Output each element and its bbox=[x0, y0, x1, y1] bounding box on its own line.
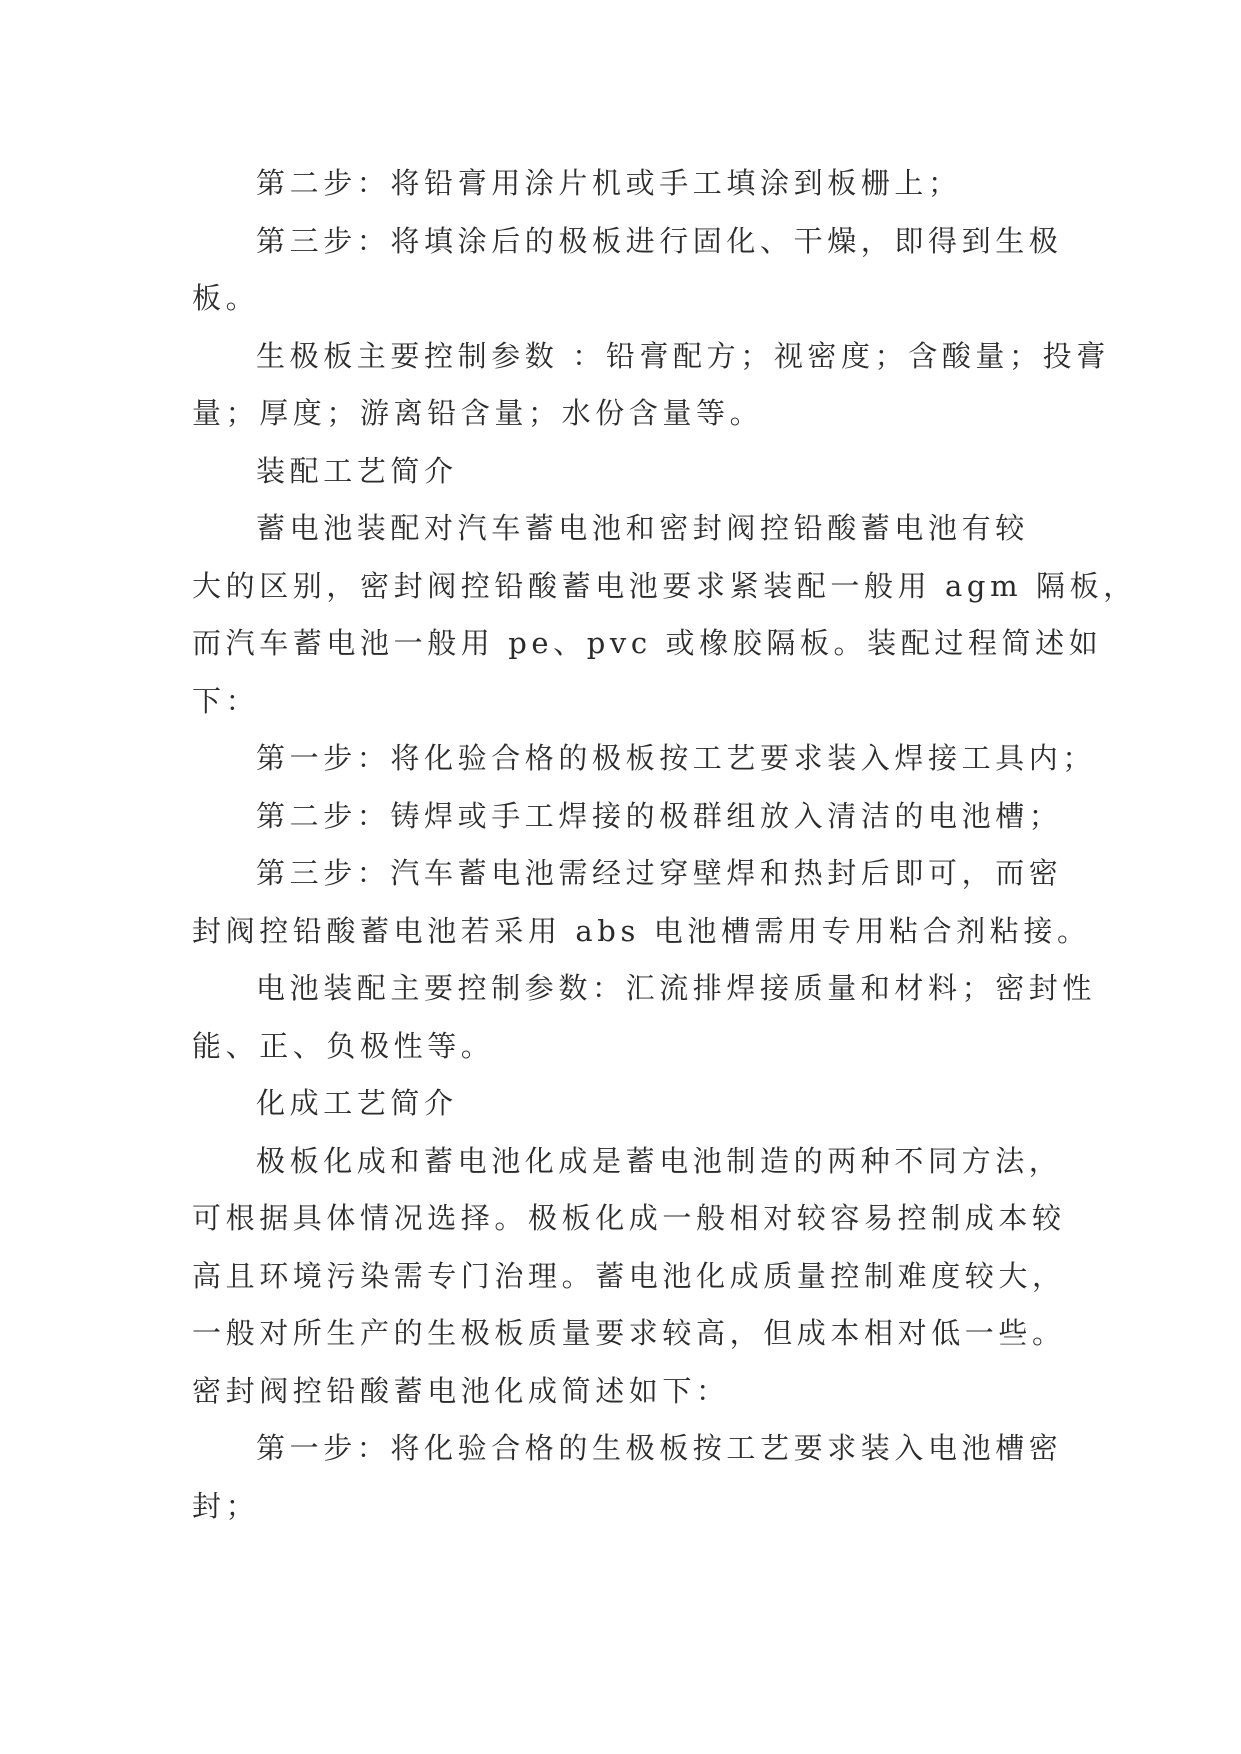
section-heading: 化成工艺简介 bbox=[256, 1086, 458, 1120]
text-line: 第三步：将填涂后的极板进行固化、干燥，即得到生极 bbox=[256, 223, 1063, 258]
text-line: 板。 bbox=[192, 281, 260, 315]
text-line: 第一步：将化验合格的极板按工艺要求装入焊接工具内； bbox=[256, 741, 1097, 775]
text-line: 可根据具体情况选择。极板化成一般相对较容易控制成本较 bbox=[192, 1201, 1066, 1235]
text-line: 密封阀控铅酸蓄电池化成简述如下： bbox=[192, 1373, 730, 1408]
text-line: 第二步：铸焊或手工焊接的极群组放入清洁的电池槽； bbox=[256, 798, 1063, 833]
text-line: 下： bbox=[192, 683, 260, 718]
text-line: 电池装配主要控制参数：汇流排焊接质量和材料；密封性 bbox=[256, 971, 1097, 1005]
text-line: 生极板主要控制参数 ：铅膏配方；视密度；含酸量；投膏 bbox=[256, 338, 1110, 373]
text-line: 封阀控铅酸蓄电池若采用 abs 电池槽需用专用粘合剂粘接。 bbox=[192, 913, 1091, 948]
text-line: 封； bbox=[192, 1488, 260, 1523]
text-line: 量；厚度；游离铅含量；水份含量等。 bbox=[192, 396, 764, 430]
text-line: 第二步：将铅膏用涂片机或手工填涂到板栅上； bbox=[256, 166, 962, 200]
text-line: 能、正、负极性等。 bbox=[192, 1028, 495, 1063]
text-line: 蓄电池装配对汽车蓄电池和密封阀控铅酸蓄电池有较 bbox=[256, 511, 1029, 545]
text-line: 大的区别，密封阀控铅酸蓄电池要求紧装配一般用 agm 隔板， bbox=[192, 568, 1137, 603]
text-line: 高且环境污染需专门治理。蓄电池化成质量控制难度较大， bbox=[192, 1258, 1066, 1293]
text-line: 一般对所生产的生极板质量要求较高，但成本相对低一些。 bbox=[192, 1316, 1066, 1350]
document-body bbox=[192, 155, 1137, 1535]
text-line: 极板化成和蓄电池化成是蓄电池制造的两种不同方法， bbox=[256, 1143, 1063, 1178]
text-line: 而汽车蓄电池一般用 pe、pvc 或橡胶隔板。装配过程简述如 bbox=[192, 626, 1103, 660]
text-line: 第三步：汽车蓄电池需经过穿壁焊和热封后即可，而密 bbox=[256, 856, 1063, 890]
section-heading: 装配工艺简介 bbox=[256, 453, 458, 488]
text-line: 第一步：将化验合格的生极板按工艺要求装入电池槽密 bbox=[256, 1431, 1063, 1465]
